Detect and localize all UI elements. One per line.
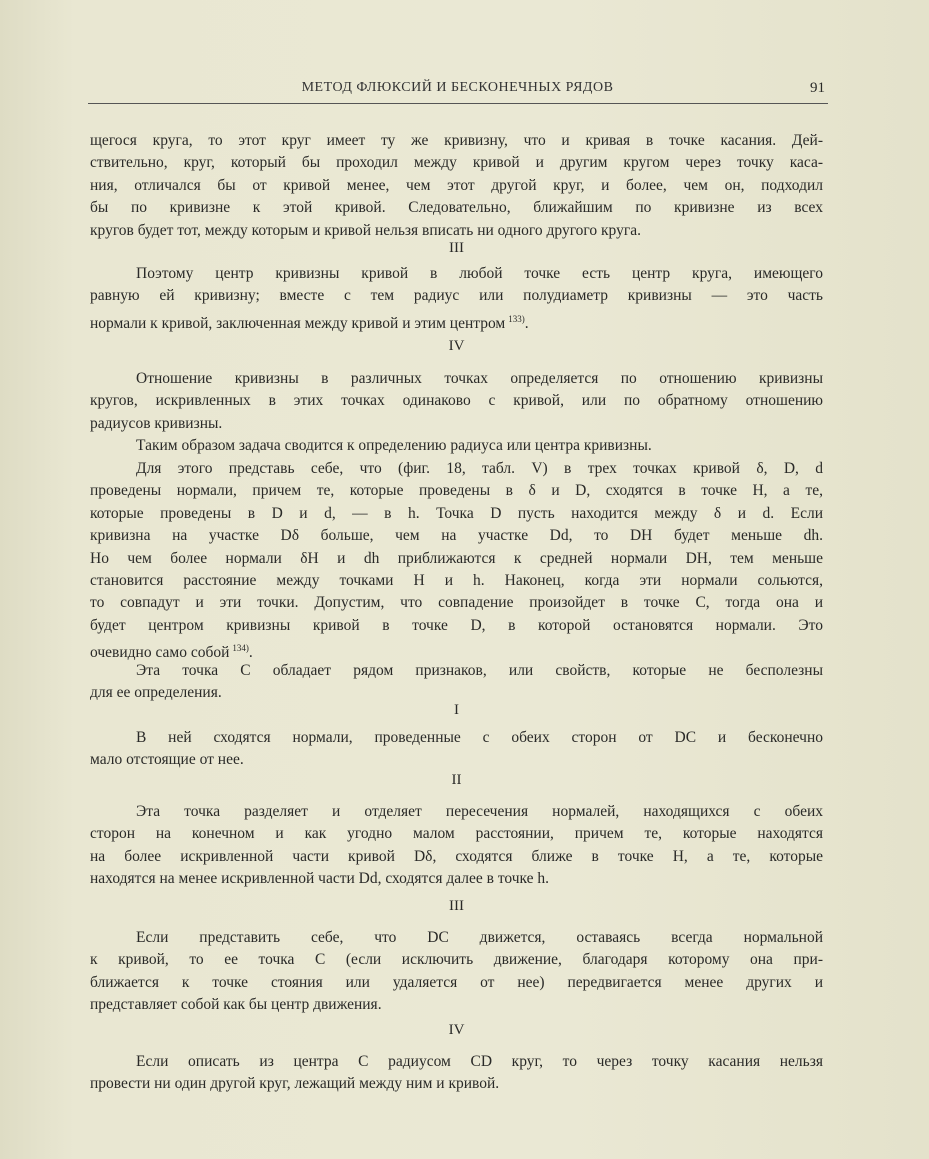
text-line <box>90 994 823 1016</box>
text-line <box>90 801 823 823</box>
text-line <box>90 823 823 845</box>
line-text: для ее определения. <box>90 684 222 702</box>
line-text: которые проведены в D и d, — в h. Точка D пусть находится между δ и d. Если <box>90 504 823 522</box>
text-line <box>90 175 823 197</box>
text-line <box>90 1073 823 1095</box>
text-line <box>90 846 823 868</box>
paragraph <box>90 458 823 660</box>
header-rule <box>88 103 828 104</box>
text-line <box>90 413 823 435</box>
text-line <box>90 927 823 949</box>
text-line <box>90 592 823 614</box>
line-text: равную ей кривизну; вместе с тем радиус или полудиаметр кривизны — это часть <box>90 287 823 305</box>
paragraph <box>90 435 823 457</box>
text-line <box>90 435 823 457</box>
text-line <box>90 570 823 592</box>
line-text: проведены нормали, причем те, которые проведены в δ и D, сходятся в точке H, а те, <box>90 482 823 500</box>
line-text: В ней сходятся нормали, проведенные с обеих сторон от DC и бесконечно <box>136 729 823 746</box>
line-text: на более искривленной части кривой Dδ, сходятся ближе в точке H, а те, которые <box>90 847 823 865</box>
text-line <box>90 868 823 890</box>
line-text: то совпадут и эти точки. Допустим, что совпадение произойдет в точке C, тогда она и <box>90 594 823 612</box>
text-line: нормали к кривой, заключенная между кривой и этим центром $^{133)}$. <box>90 308 823 330</box>
paragraph <box>90 927 823 1017</box>
text-line <box>90 615 823 637</box>
line-text: щегося круга, то этот круг имеет ту же кривизну, что и кривая в точке касания. Дей- <box>90 132 823 149</box>
text-line <box>90 660 823 682</box>
text-line <box>90 749 823 771</box>
line-text: становится расстояние между точками H и h. Наконец, когда эти нормали сольются, <box>90 571 823 589</box>
text-line <box>90 548 823 570</box>
line-text: Таким образом задача сводится к определению радиуса или центра кривизны. <box>136 437 652 454</box>
line-text: Но чем более нормали δH и dh приближаются к средней нормали DH, тем меньше <box>90 549 823 567</box>
paragraph <box>90 801 823 891</box>
text-line <box>90 480 823 502</box>
section-heading: III <box>449 898 464 914</box>
footnote-reference[interactable]: 134) <box>232 643 249 654</box>
text-line <box>90 458 823 480</box>
paragraph <box>90 660 823 705</box>
text-line <box>90 1051 823 1073</box>
paragraph <box>90 1051 823 1096</box>
text-line <box>90 368 823 390</box>
line-text: сторон на конечном и как угодно малом расстоянии, причем те, которые находятся <box>90 825 823 843</box>
footnote-reference[interactable]: 133) <box>508 313 525 324</box>
page-number: 91 <box>810 80 825 96</box>
text-line <box>90 390 823 412</box>
text-line <box>90 525 823 547</box>
line-text: очевидно само собой <box>90 644 230 662</box>
line-text: представляет собой как бы центр движения. <box>90 996 382 1014</box>
line-text: нормали к кривой, заключенная между кривой и этим центром <box>90 314 506 332</box>
text-line <box>90 263 823 285</box>
line-text: ствительно, круг, который бы проходил между кривой и другим кругом через точку каса- <box>90 154 823 172</box>
line-text: Для этого представь себе, что (фиг. 18, табл. V) в трех точках кривой δ, D, d <box>136 460 823 477</box>
text-line <box>90 503 823 525</box>
line-text: Поэтому центр кривизны кривой в любой точке есть центр круга, имеющего <box>136 265 823 282</box>
line-text: мало отстоящие от нее. <box>90 751 244 769</box>
section-heading: IV <box>448 338 465 354</box>
paragraph <box>90 263 823 330</box>
text-line: очевидно само собой $^{134)}$. <box>90 637 823 659</box>
section-heading: IV <box>448 1022 465 1038</box>
line-text: радиусов кривизны. <box>90 414 223 432</box>
line-text: к кривой, то ее точка C (если исключить движение, благодаря которому она при- <box>90 951 823 969</box>
line-text: Эта точка разделяет и отделяет пересечения нормалей, находящихся с обеих <box>136 803 823 820</box>
line-text: кривизна на участке Dδ больше, чем на участке Dd, то DH будет меньше dh. <box>90 527 823 545</box>
line-text: Эта точка C обладает рядом признаков, или свойств, которые не бесполезны <box>136 662 823 679</box>
line-text: бы по кривизне к этой кривой. Следовательно, ближайшим по кривизне из всех <box>90 199 823 217</box>
line-text: кругов, искривленных в этих точках одинаково с кривой, или по обратному отношению <box>90 392 823 410</box>
line-text: будет центром кривизны кривой в точке D, в которой остановятся нормали. Это <box>90 616 823 634</box>
paragraph <box>90 130 823 242</box>
line-text: Если описать из центра C радиусом CD круг, то через точку касания нельзя <box>136 1053 823 1070</box>
text-line <box>90 130 823 152</box>
page-header <box>90 80 825 102</box>
running-title: МЕТОД ФЛЮКСИЙ И БЕСКОНЕЧНЫХ РЯДОВ <box>301 80 614 95</box>
text-line <box>90 197 823 219</box>
text-line <box>90 220 823 242</box>
section-heading: III <box>449 240 464 256</box>
text-line <box>90 152 823 174</box>
paragraph <box>90 368 823 435</box>
line-text: Если представить себе, что DC движется, оставаясь всегда нормальной <box>136 929 823 946</box>
text-line <box>90 285 823 307</box>
text-line <box>90 972 823 994</box>
text-line <box>90 727 823 749</box>
line-text: ближается к точке стояния или удаляется от нее) передвигается менее других и <box>90 973 823 991</box>
line-text: находятся на менее искривленной части Dd, сходятся далее в точке h. <box>90 870 550 888</box>
line-text: Отношение кривизны в различных точках определяется по отношению кривизны <box>136 370 823 387</box>
section-heading: II <box>451 772 462 788</box>
line-text: ния, отличался бы от кривой менее, чем этот другой круг, и более, чем он, подходил <box>90 176 823 194</box>
section-heading: I <box>454 702 459 718</box>
paragraph <box>90 727 823 772</box>
text-line <box>90 949 823 971</box>
line-text: провести ни один другой круг, лежащий между ним и кривой. <box>90 1075 500 1093</box>
line-text: кругов будет тот, между которым и кривой нельзя вписать ни одного другого круга. <box>90 221 641 239</box>
